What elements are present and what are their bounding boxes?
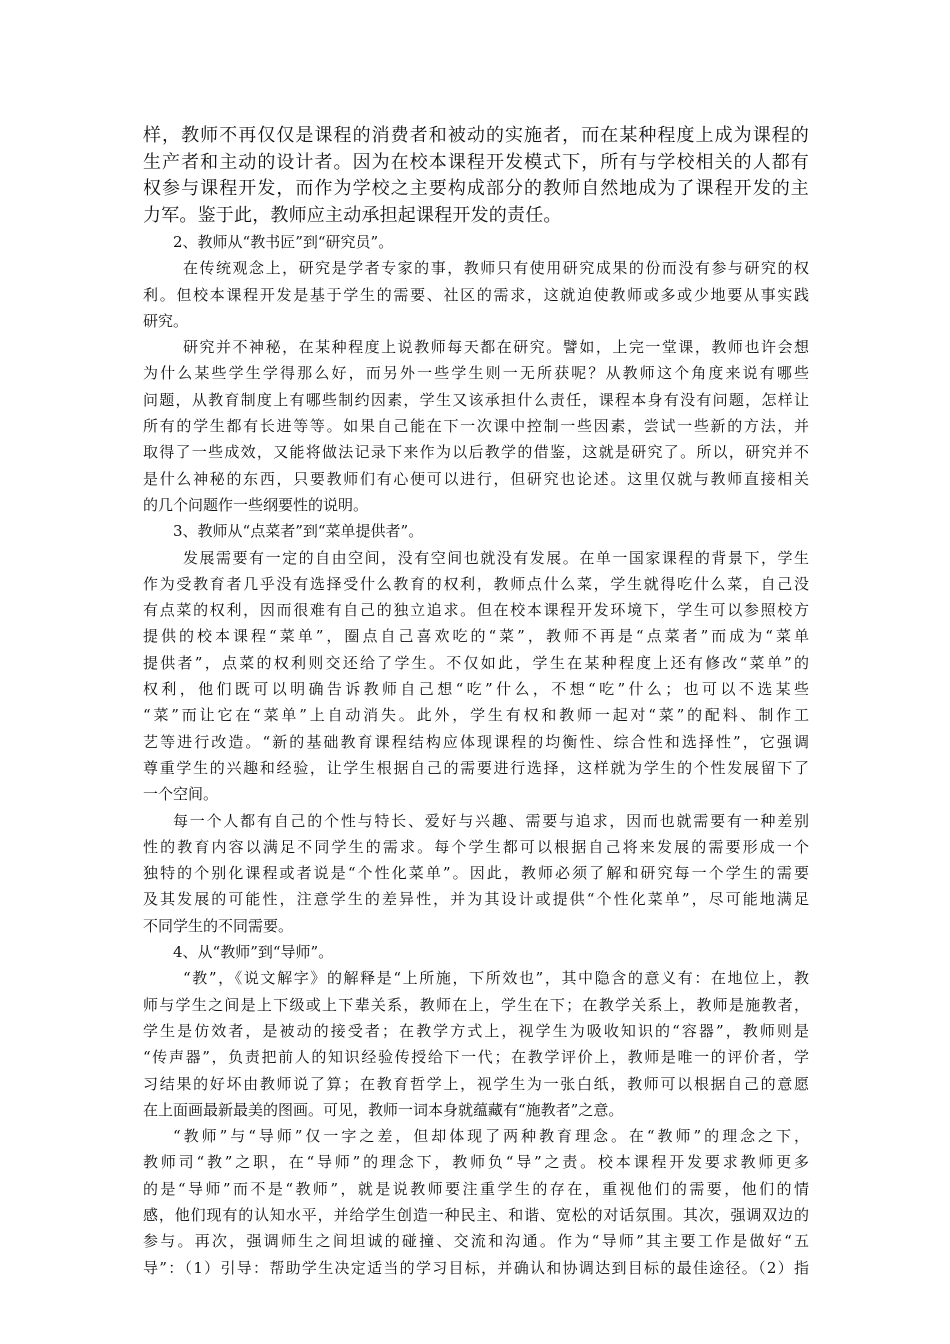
text-line: “教”，《说文解字》的解释是“上所施，下所效也”，其中隐含的意义有：在地位上，教 bbox=[183, 969, 809, 988]
text-line: 取得了一些成效，又能将做法记录下来作为以后教学的借鉴，这就是研究了。所以，研究并不 bbox=[143, 443, 809, 462]
text-line: 独特的个别化课程或者说是“个性化菜单”。因此，教师必须了解和研究每一个学生的需要 bbox=[143, 864, 809, 883]
text-line: 为什么某些学生学得那么好，而另外一些学生则一无所获呢？从教师这个角度来说有哪些 bbox=[143, 364, 809, 383]
text-line: 2、教师从“教书匠”到“研究员”。 bbox=[173, 233, 394, 251]
text-line: “教师”与“导师”仅一字之差，但却体现了两种教育理念。在“教师”的理念之下， bbox=[173, 1127, 809, 1146]
text-line: 性的教育内容以满足不同学生的需求。每个学生都可以根据自己将来发展的需要形成一个 bbox=[143, 837, 809, 856]
text-line: 教师司“教”之职，在“导师”的理念下，教师负“导”之责。校本课程开发要求教师更多 bbox=[143, 1153, 809, 1172]
text-line: 的是“导师”而不是“教师”，就是说教师要注重学生的存在，重视他们的需要，他们的情 bbox=[143, 1179, 809, 1198]
text-line: 及其发展的可能性，注意学生的差异性，并为其设计或提供“个性化菜单”，尽可能地满足 bbox=[143, 890, 809, 909]
text-line: 习结果的好坏由教师说了算；在教育哲学上，视学生为一张白纸，教师可以根据自己的意愿 bbox=[143, 1074, 809, 1093]
text-line: 尊重学生的兴趣和经验，让学生根据自己的需要进行选择，这样就为学生的个性发展留下了 bbox=[143, 758, 809, 777]
text-line: 参与。再次，强调师生之间坦诚的碰撞、交流和沟通。作为“导师”其主要工作是做好“五 bbox=[143, 1232, 809, 1251]
text-line: 问题，从教育制度上有哪些制约因素，学生又该承担什么责任，课程本身有没有问题，怎样让 bbox=[143, 390, 809, 409]
text-line: 利。但校本课程开发是基于学生的需要、社区的需求，这就迫使教师或多或少地要从事实践 bbox=[143, 285, 809, 304]
document-body bbox=[143, 123, 809, 1281]
text-line: 导”：（1）引导：帮助学生决定适当的学习目标，并确认和协调达到目标的最佳途径。（2）指 bbox=[143, 1258, 809, 1277]
text-line: 4、从“教师”到“导师”。 bbox=[173, 943, 334, 962]
text-line: 生产者和主动的设计者。因为在校本课程开发模式下，所有与学校相关的人都有 bbox=[143, 151, 809, 173]
text-line: 提供的校本课程“菜单”，圈点自己喜欢吃的“菜”，教师不再是“点菜者”而成为“菜单 bbox=[143, 627, 809, 646]
text-line: 权利，他们既可以明确告诉教师自己想“吃”什么，不想“吃”什么；也可以不选某些 bbox=[143, 680, 809, 699]
text-line: 一个空间。 bbox=[143, 785, 219, 804]
text-line: 学生是仿效者，是被动的接受者；在教学方式上，视学生为吸收知识的“容器”，教师则是 bbox=[143, 1021, 809, 1040]
text-line: 研究并不神秘，在某种程度上说教师每天都在研究。譬如，上完一堂课，教师也许会想 bbox=[183, 338, 809, 357]
text-line: 感，他们现有的认知水平，并给学生创造一种民主、和谐、宽松的对话氛围。其次，强调双边的 bbox=[143, 1205, 809, 1224]
text-line: 提供者”，点菜的权利则交还给了学生。不仅如此，学生在某种程度上还有修改“菜单”的 bbox=[143, 653, 809, 672]
text-line: 发展需要有一定的自由空间，没有空间也就没有发展。在单一国家课程的背景下，学生 bbox=[183, 548, 809, 567]
text-line: 3、教师从“点菜者”到“菜单提供者”。 bbox=[173, 522, 424, 541]
text-line: 所有的学生都有长进等等。如果自己能在下一次课中控制一些因素，尝试一些新的方法，并 bbox=[143, 417, 809, 436]
text-line: 权参与课程开发，而作为学校之主要构成部分的教师自然地成为了课程开发的主 bbox=[143, 178, 809, 199]
text-line: 艺等进行改造。“新的基础教育课程结构应体现课程的均衡性、综合性和选择性”，它强调 bbox=[143, 732, 809, 751]
text-line: 在上面画最新最美的图画。可见，教师一词本身就蕴藏有“施教者”之意。 bbox=[143, 1100, 624, 1119]
text-line: 的几个问题作一些纲要性的说明。 bbox=[143, 495, 369, 514]
text-line: 样，教师不再仅仅是课程的消费者和被动的实施者，而在某种程度上成为课程的 bbox=[143, 125, 809, 146]
text-line: 作为受教育者几乎没有选择受什么教育的权利，教师点什么菜，学生就得吃什么菜，自己没 bbox=[143, 574, 809, 593]
text-line: 不同学生的不同需要。 bbox=[143, 916, 294, 935]
text-line: “传声器”，负责把前人的知识经验传授给下一代；在教学评价上，教师是唯一的评价者，学 bbox=[143, 1048, 809, 1067]
text-line: 每一个人都有自己的个性与特长、爱好与兴趣、需要与追求，因而也就需要有一种差别 bbox=[173, 811, 809, 830]
text-line: 在传统观念上，研究是学者专家的事，教师只有使用研究成果的份而没有参与研究的权 bbox=[183, 259, 809, 278]
text-line: 师与学生之间是上下级或上下辈关系，教师在上，学生在下；在教学关系上，教师是施教者， bbox=[143, 995, 809, 1014]
text-line: 研究。 bbox=[143, 311, 189, 330]
text-line: “菜”而让它在“菜单”上自动消失。此外，学生有权和教师一起对“菜”的配料、制作工 bbox=[143, 706, 809, 725]
text-line: 有点菜的权利，因而很难有自己的独立追求。但在校本课程开发环境下，学生可以参照校方 bbox=[143, 601, 809, 620]
text-line: 是什么神秘的东西，只要教师们有心便可以进行，但研究也论述。这里仅就与教师直接相关 bbox=[143, 469, 809, 488]
text-line: 力军。鉴于此，教师应主动承担起课程开发的责任。 bbox=[143, 204, 562, 226]
